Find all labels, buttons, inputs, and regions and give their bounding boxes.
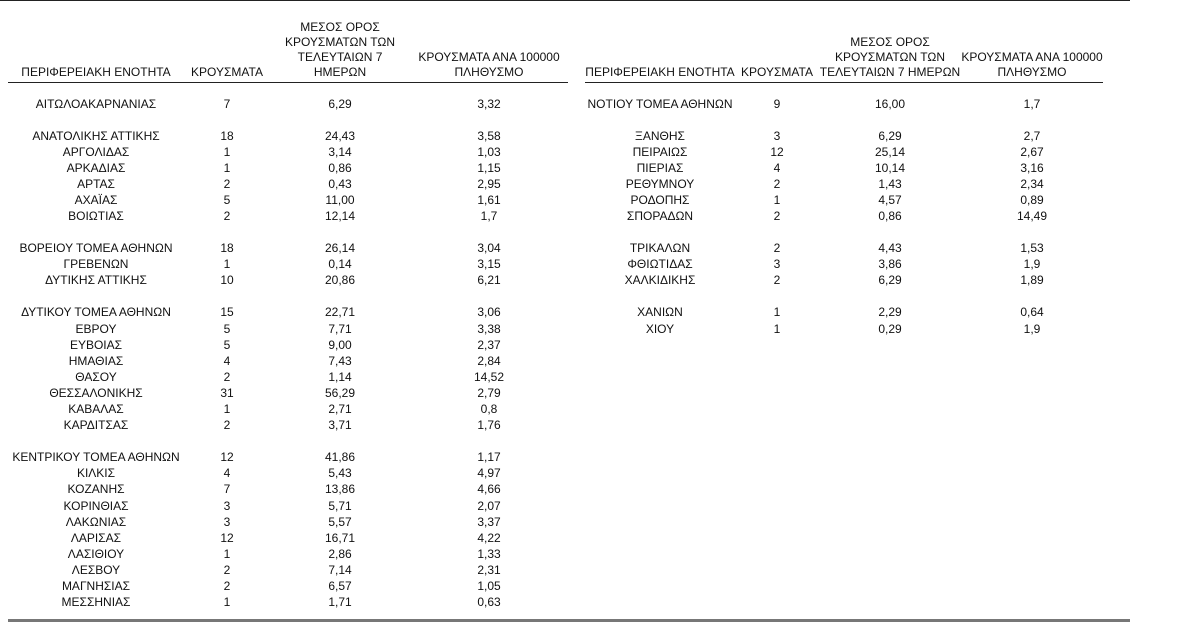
table-row [585, 192, 1103, 208]
header-avg7: ΜΕΣΟΣ ΟΡΟΣ ΚΡΟΥΣΜΑΤΩΝ ΤΩΝ ΤΕΛΕΥΤΑΙΩΝ 7 ΗΜΕΡΩΝ [270, 0, 410, 82]
cell-per100k: 14,52 [473, 369, 505, 384]
table-row [8, 546, 568, 562]
cell-cases: 12 [220, 450, 234, 465]
table-row [8, 321, 568, 337]
cell-cases: 1 [773, 305, 781, 320]
header-avg7: ΜΕΣΟΣ ΟΡΟΣ ΚΡΟΥΣΜΑΤΩΝ ΤΩΝ ΤΕΛΕΥΤΑΙΩΝ 7 ΗΜΕΡΩΝ [819, 0, 961, 82]
cell-avg7: 10,14 [874, 160, 906, 175]
cell-cases: 5 [223, 193, 231, 208]
cell-per100k: 2,37 [477, 337, 501, 352]
table-row [8, 369, 568, 385]
cell-per100k: 2,79 [477, 385, 501, 400]
cell-region: ΑΡΤΑΣ [77, 176, 115, 191]
cell-region: ΑΡΚΑΔΙΑΣ [66, 160, 126, 175]
cell-cases: 2 [223, 209, 231, 224]
table-row [8, 417, 568, 433]
cell-region: ΕΒΡΟΥ [75, 321, 117, 336]
cell-per100k: 3,15 [477, 257, 501, 272]
cell-region: ΚΕΝΤΡΙΚΟΥ ΤΟΜΕΑ ΑΘΗΝΩΝ [12, 450, 180, 465]
header-region: ΠΕΡΙΦΕΡΕΙΑΚΗ ΕΝΟΤΗΤΑ [8, 0, 184, 82]
cell-avg7: 6,29 [328, 96, 352, 111]
cell-avg7: 0,43 [328, 176, 352, 191]
header-row [8, 0, 568, 82]
cell-region: ΚΑΒΑΛΑΣ [68, 402, 124, 417]
cell-per100k: 1,76 [477, 418, 501, 433]
cell-per100k: 1,15 [477, 160, 501, 175]
table-row [8, 82, 568, 112]
table-row [585, 144, 1103, 160]
cell-per100k: 0,89 [1020, 193, 1044, 208]
table-row [8, 481, 568, 497]
cell-per100k: 6,21 [477, 273, 501, 288]
table-row [585, 321, 1103, 337]
table-row [585, 208, 1103, 224]
cell-avg7: 56,29 [324, 385, 356, 400]
cell-cases: 1 [223, 546, 231, 561]
header-cases: ΚΡΟΥΣΜΑΤΑ [735, 0, 819, 82]
header-cases: ΚΡΟΥΣΜΑΤΑ [184, 0, 270, 82]
cell-cases: 31 [220, 385, 234, 400]
cases-table-left [8, 0, 568, 610]
cell-cases: 7 [223, 482, 231, 497]
cell-cases: 5 [223, 337, 231, 352]
cell-region: ΑΙΤΩΛΟΑΚΑΡΝΑΝΙΑΣ [35, 96, 157, 111]
cell-avg7: 7,14 [328, 562, 352, 577]
table-row [585, 112, 1103, 144]
cell-cases: 4 [223, 466, 231, 481]
cell-cases: 9 [773, 96, 781, 111]
cell-avg7: 2,86 [328, 546, 352, 561]
cell-per100k: 2,84 [477, 353, 501, 368]
cell-per100k: 1,9 [1023, 257, 1041, 272]
table-row [8, 401, 568, 417]
table-row [8, 337, 568, 353]
cell-cases: 3 [223, 498, 231, 513]
cell-region: ΦΘΙΩΤΙΔΑΣ [627, 257, 693, 272]
cell-per100k: 1,03 [477, 144, 501, 159]
cell-per100k: 4,97 [477, 466, 501, 481]
cell-avg7: 4,57 [878, 193, 902, 208]
cell-avg7: 9,00 [328, 337, 352, 352]
cell-region: ΑΝΑΤΟΛΙΚΗΣ ΑΤΤΙΚΗΣ [32, 128, 160, 143]
table-row [8, 465, 568, 481]
table-row [8, 562, 568, 578]
cell-region: ΘΑΣΟΥ [75, 369, 117, 384]
cell-region: ΛΑΚΩΝΙΑΣ [65, 514, 127, 529]
header-region: ΠΕΡΙΦΕΡΕΙΑΚΗ ΕΝΟΤΗΤΑ [585, 0, 735, 82]
cell-region: ΝΟΤΙΟΥ ΤΟΜΕΑ ΑΘΗΝΩΝ [587, 96, 733, 111]
bottom-rule [8, 619, 1130, 622]
cell-avg7: 3,71 [328, 418, 352, 433]
cell-per100k: 3,38 [477, 321, 501, 336]
cell-region: ΛΑΣΙΘΙΟΥ [67, 546, 125, 561]
cell-cases: 3 [773, 257, 781, 272]
table-row [8, 385, 568, 401]
cell-cases: 2 [773, 241, 781, 256]
cell-region: ΧΑΝΙΩΝ [637, 305, 683, 320]
cell-per100k: 1,05 [477, 578, 501, 593]
cell-avg7: 4,43 [878, 241, 902, 256]
cell-avg7: 0,86 [328, 160, 352, 175]
cell-avg7: 25,14 [874, 144, 906, 159]
cell-per100k: 1,89 [1020, 273, 1044, 288]
cases-table-right [585, 0, 1103, 337]
table-row [8, 144, 568, 160]
cell-region: ΜΕΣΣΗΝΙΑΣ [61, 595, 131, 610]
cell-avg7: 26,14 [324, 241, 356, 256]
table-row [585, 176, 1103, 192]
left-table-body [8, 82, 568, 610]
cell-avg7: 6,57 [328, 578, 352, 593]
cell-avg7: 1,14 [328, 369, 352, 384]
cell-region: ΡΟΔΟΠΗΣ [630, 193, 690, 208]
cell-cases: 1 [773, 193, 781, 208]
cell-cases: 18 [220, 241, 234, 256]
cell-per100k: 3,04 [477, 241, 501, 256]
cell-region: ΞΑΝΘΗΣ [635, 128, 685, 143]
cell-cases: 2 [223, 562, 231, 577]
header-per100k: ΚΡΟΥΣΜΑΤΑ ΑΝΑ 100000 ΠΛΗΘΥΣΜΟ [961, 0, 1103, 82]
cell-per100k: 0,63 [477, 595, 501, 610]
cell-avg7: 3,86 [878, 257, 902, 272]
table-row [8, 514, 568, 530]
cell-per100k: 3,06 [477, 305, 501, 320]
table-row [8, 160, 568, 176]
cell-per100k: 1,61 [477, 193, 501, 208]
table-row [8, 272, 568, 288]
cell-per100k: 0,64 [1020, 305, 1044, 320]
cell-avg7: 13,86 [324, 482, 356, 497]
cell-cases: 3 [773, 128, 781, 143]
cell-cases: 12 [770, 144, 784, 159]
cell-avg7: 5,71 [328, 498, 352, 513]
cell-cases: 2 [223, 418, 231, 433]
cell-region: ΣΠΟΡΑΔΩΝ [626, 209, 694, 224]
cell-cases: 15 [220, 305, 234, 320]
cell-avg7: 12,14 [324, 209, 356, 224]
cell-per100k: 1,7 [480, 209, 498, 224]
cell-avg7: 3,14 [328, 144, 352, 159]
cell-cases: 2 [773, 273, 781, 288]
table-row [8, 594, 568, 610]
cell-cases: 1 [223, 257, 231, 272]
cell-cases: 1 [223, 595, 231, 610]
cell-region: ΚΟΡΙΝΘΙΑΣ [63, 498, 129, 513]
cell-avg7: 16,00 [874, 96, 906, 111]
cell-avg7: 20,86 [324, 273, 356, 288]
cell-per100k: 3,58 [477, 128, 501, 143]
table-row [585, 82, 1103, 112]
cell-avg7: 5,57 [328, 514, 352, 529]
cell-avg7: 7,43 [328, 353, 352, 368]
cell-per100k: 1,17 [477, 450, 501, 465]
cell-avg7: 5,43 [328, 466, 352, 481]
cell-cases: 4 [223, 353, 231, 368]
cell-per100k: 4,66 [477, 482, 501, 497]
cell-region: ΠΕΙΡΑΙΩΣ [632, 144, 688, 159]
cell-region: ΔΥΤΙΚΗΣ ΑΤΤΙΚΗΣ [45, 273, 147, 288]
table-row [8, 192, 568, 208]
cell-cases: 7 [223, 96, 231, 111]
cell-avg7: 6,29 [878, 273, 902, 288]
cell-avg7: 41,86 [324, 450, 356, 465]
cell-region: ΑΧΑΪΑΣ [74, 193, 118, 208]
table-row [8, 578, 568, 594]
table-row [8, 208, 568, 224]
table-row [8, 256, 568, 272]
cell-region: ΧΑΛΚΙΔΙΚΗΣ [624, 273, 696, 288]
table-row [8, 497, 568, 513]
table-row [8, 288, 568, 320]
cell-avg7: 11,00 [325, 193, 355, 208]
cell-per100k: 2,31 [477, 562, 501, 577]
cell-region: ΜΑΓΝΗΣΙΑΣ [61, 578, 131, 593]
cell-per100k: 3,16 [1020, 160, 1044, 175]
cell-cases: 5 [223, 321, 231, 336]
cell-cases: 18 [220, 128, 234, 143]
header-row [585, 0, 1103, 82]
right-table-panel [585, 0, 1103, 337]
cell-region: ΚΑΡΔΙΤΣΑΣ [63, 418, 129, 433]
cell-avg7: 7,71 [328, 321, 352, 336]
cell-per100k: 3,32 [477, 96, 501, 111]
cell-avg7: 6,29 [878, 128, 902, 143]
cell-per100k: 2,67 [1020, 144, 1044, 159]
cell-region: ΘΕΣΣΑΛΟΝΙΚΗΣ [49, 385, 143, 400]
cell-region: ΚΟΖΑΝΗΣ [67, 482, 125, 497]
cell-per100k: 2,7 [1023, 128, 1041, 143]
cell-region: ΒΟΙΩΤΙΑΣ [68, 209, 124, 224]
cell-region: ΔΥΤΙΚΟΥ ΤΟΜΕΑ ΑΘΗΝΩΝ [21, 305, 171, 320]
cell-cases: 2 [773, 209, 781, 224]
cell-avg7: 22,71 [324, 305, 356, 320]
cell-per100k: 4,22 [477, 530, 501, 545]
cell-region: ΤΡΙΚΑΛΩΝ [629, 241, 691, 256]
cell-cases: 2 [223, 369, 231, 384]
cell-cases: 2 [223, 578, 231, 593]
cell-cases: 1 [223, 144, 231, 159]
cell-avg7: 2,71 [328, 402, 352, 417]
cell-avg7: 2,29 [878, 305, 902, 320]
cell-per100k: 3,37 [477, 514, 501, 529]
header-per100k: ΚΡΟΥΣΜΑΤΑ ΑΝΑ 100000 ΠΛΗΘΥΣΜΟ [410, 0, 568, 82]
cell-region: ΚΙΛΚΙΣ [76, 466, 116, 481]
table-row [585, 160, 1103, 176]
table-row [8, 530, 568, 546]
cell-per100k: 1,7 [1023, 96, 1041, 111]
cell-cases: 1 [223, 160, 231, 175]
cell-per100k: 1,9 [1023, 321, 1041, 336]
cell-region: ΗΜΑΘΙΑΣ [68, 353, 124, 368]
table-row [585, 272, 1103, 288]
cell-cases: 12 [220, 530, 234, 545]
table-row [8, 112, 568, 144]
cell-region: ΕΥΒΟΙΑΣ [69, 337, 123, 352]
table-row [585, 288, 1103, 320]
cell-per100k: 1,53 [1020, 241, 1044, 256]
cell-per100k: 0,8 [480, 402, 498, 417]
cell-region: ΛΕΣΒΟΥ [71, 562, 121, 577]
cell-region: ΡΕΘΥΜΝΟΥ [625, 176, 695, 191]
table-row [8, 353, 568, 369]
right-table-body [585, 82, 1103, 337]
cell-region: ΑΡΓΟΛΙΔΑΣ [62, 144, 130, 159]
cell-region: ΛΑΡΙΣΑΣ [70, 530, 122, 545]
table-row [8, 224, 568, 256]
cell-cases: 10 [220, 273, 234, 288]
cell-cases: 2 [773, 176, 781, 191]
cell-avg7: 0,29 [878, 321, 902, 336]
cell-per100k: 2,95 [477, 176, 501, 191]
cell-avg7: 1,71 [328, 595, 352, 610]
cell-avg7: 0,86 [878, 209, 902, 224]
cell-region: ΓΡΕΒΕΝΩΝ [63, 257, 129, 272]
left-table-panel [8, 0, 568, 610]
table-row [8, 433, 568, 465]
cell-cases: 3 [223, 514, 231, 529]
cell-avg7: 16,71 [324, 530, 356, 545]
cell-per100k: 1,33 [477, 546, 501, 561]
cell-cases: 1 [223, 402, 231, 417]
cell-avg7: 24,43 [324, 128, 356, 143]
table-row [585, 256, 1103, 272]
table-row [8, 176, 568, 192]
cell-per100k: 2,07 [477, 498, 501, 513]
cell-avg7: 1,43 [878, 176, 902, 191]
cell-cases: 4 [773, 160, 781, 175]
cell-cases: 2 [223, 176, 231, 191]
cell-cases: 1 [773, 321, 781, 336]
cell-region: ΠΙΕΡΙΑΣ [636, 160, 684, 175]
cell-per100k: 2,34 [1020, 176, 1044, 191]
cell-avg7: 0,14 [328, 257, 352, 272]
cell-region: ΒΟΡΕΙΟΥ ΤΟΜΕΑ ΑΘΗΝΩΝ [19, 241, 173, 256]
table-row [585, 224, 1103, 256]
cell-per100k: 14,49 [1016, 209, 1048, 224]
cell-region: ΧΙΟΥ [645, 321, 675, 336]
